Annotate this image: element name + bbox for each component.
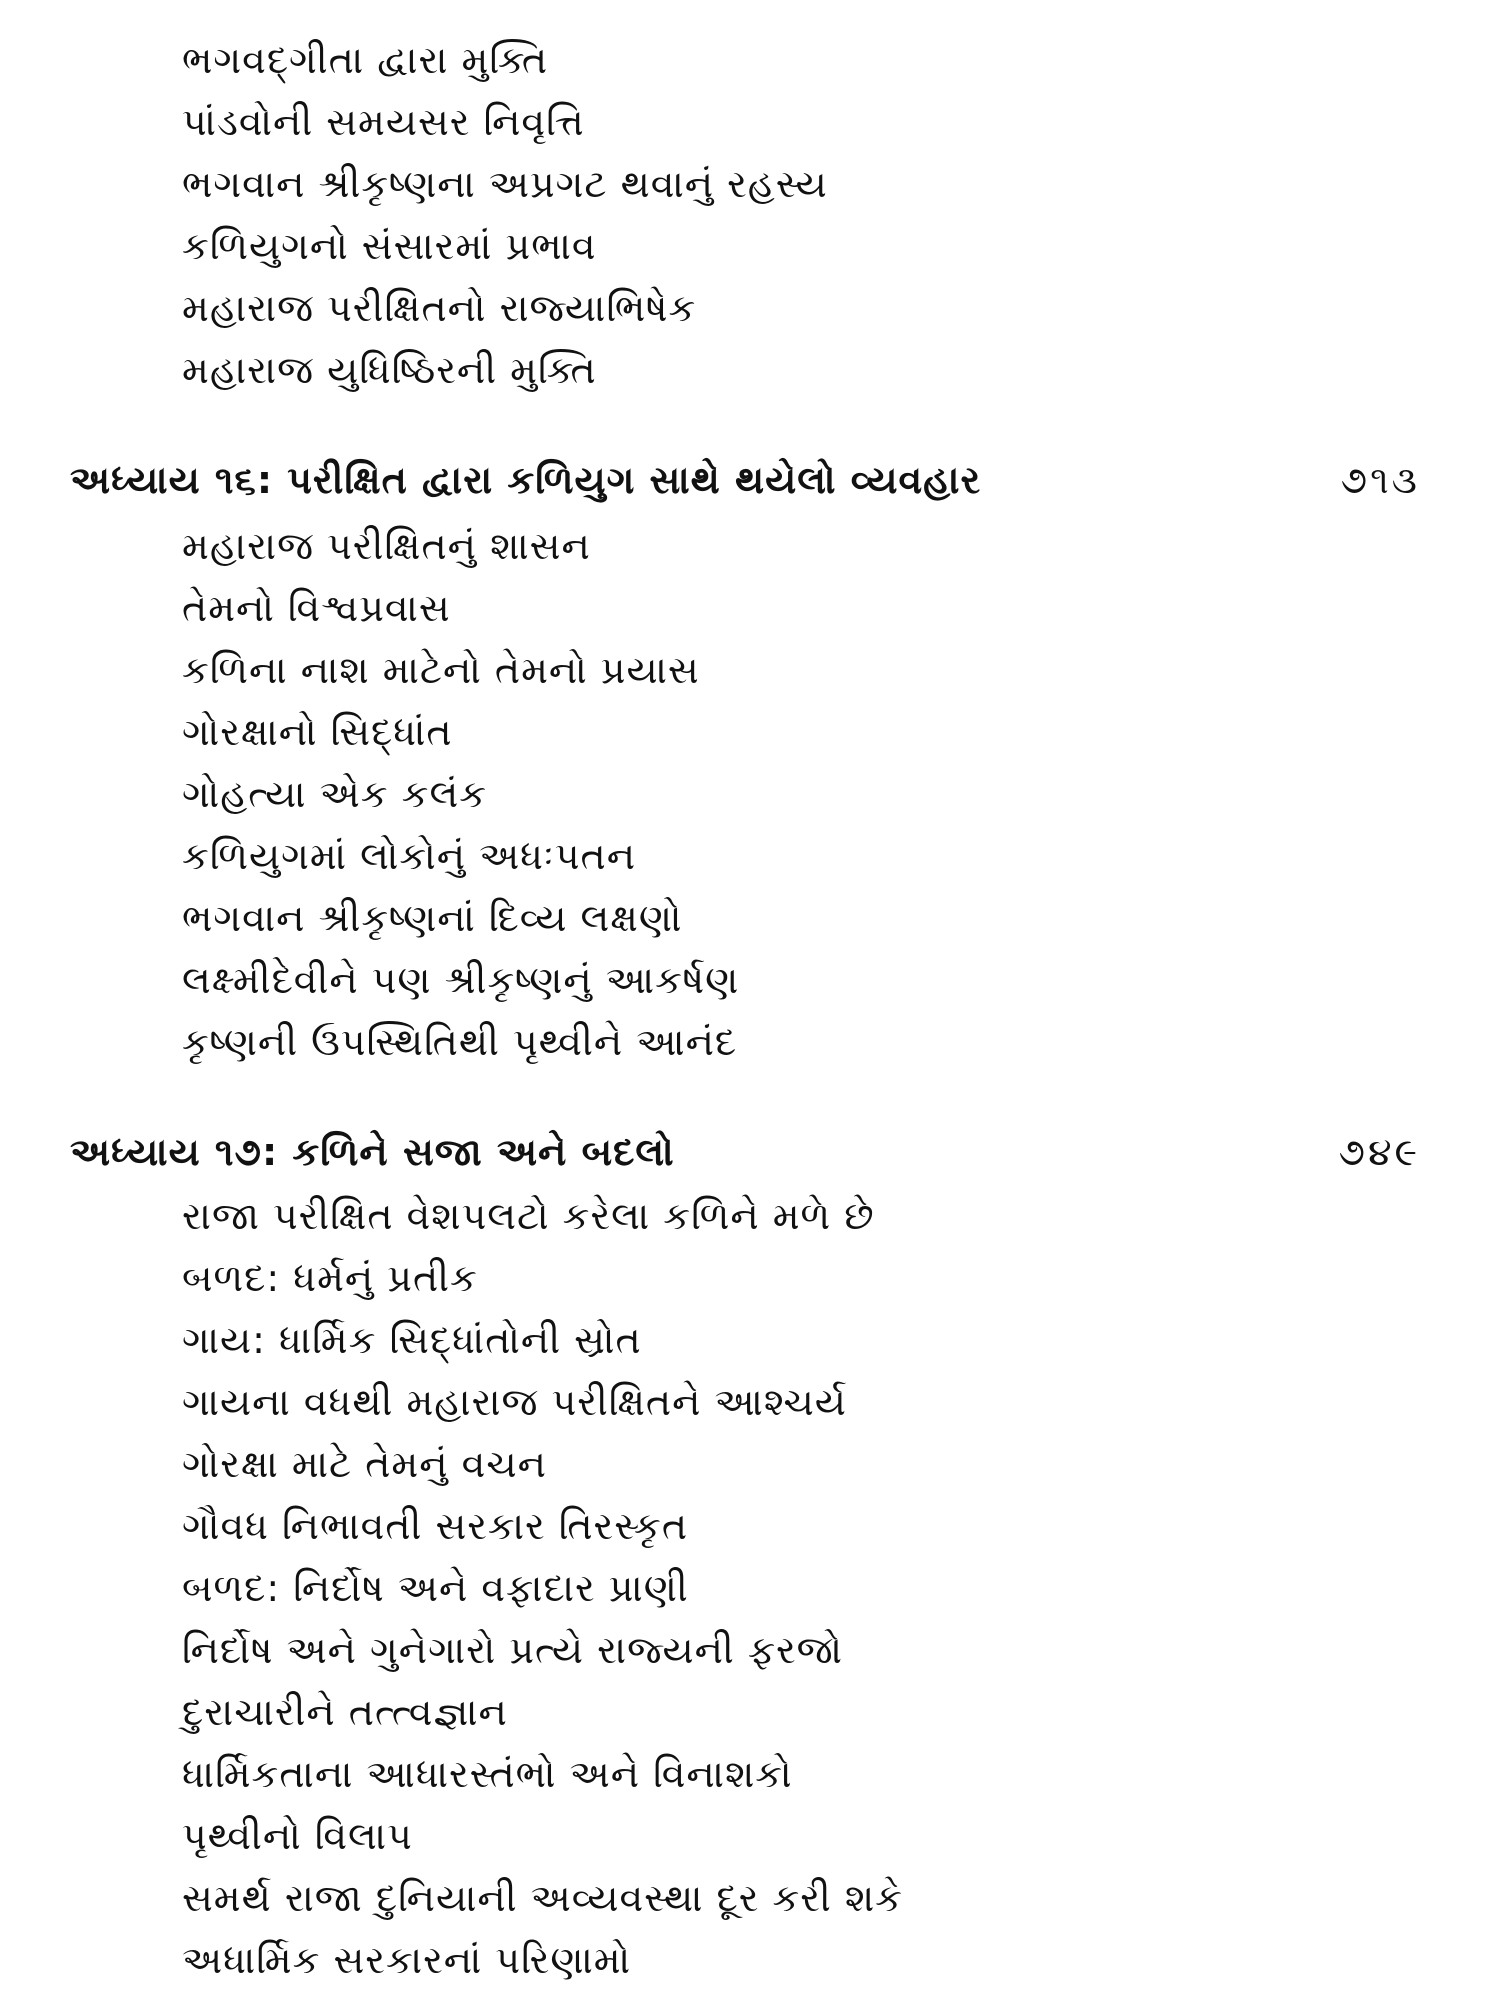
topic-item: લક્ષ્મીદેવીને પણ શ્રીકૃષ્ણનું આકર્ષણ — [182, 958, 740, 1002]
topic-item: કળિના નાશ માટેનો તેમનો પ્રયાસ — [182, 648, 700, 692]
topic-item: ભગવાન શ્રીકૃષ્ણના અપ્રગટ થવાનું રહસ્ય — [182, 162, 828, 206]
topic-item: અધાર્મિક સરકારનાં પરિણામો — [182, 1938, 632, 1982]
topic-item: કળિયુગમાં લોકોનું અધઃપતન — [182, 834, 637, 878]
topic-item: ગાયના વધથી મહારાજ પરીક્ષિતને આશ્ચર્ય — [182, 1380, 847, 1424]
topic-item: મહારાજ યુધિષ્ઠિરની મુક્તિ — [182, 348, 597, 392]
topic-item: પાંડવોની સમયસર નિવૃત્તિ — [182, 100, 585, 144]
topic-item: પૃથ્વીનો વિલાપ — [182, 1814, 413, 1858]
topic-item: મહારાજ પરીક્ષિતનું શાસન — [182, 524, 591, 568]
topic-item: રાજા પરીક્ષિત વેશપલટો કરેલા કળિને મળે છે — [182, 1194, 875, 1238]
topic-item: ગોરક્ષાનો સિદ્ધાંત — [182, 710, 453, 754]
topic-item: ભગવાન શ્રીકૃષ્ણનાં દિવ્ય લક્ષણો — [182, 896, 683, 940]
topic-item: નિર્દોષ અને ગુનેગારો પ્રત્યે રાજ્યની ફરજો — [182, 1628, 844, 1672]
topic-item: ગાય: ધાર્મિક સિદ્ધાંતોની સ્રોત — [182, 1318, 642, 1362]
topic-item: દુરાચારીને તત્ત્વજ્ઞાન — [182, 1690, 508, 1734]
chapter-page-number: ૭૪૯ — [1338, 1130, 1420, 1174]
topic-item: સમર્થ રાજા દુનિયાની અવ્યવસ્થા દૂર કરી શકે — [182, 1876, 904, 1920]
chapter-heading[interactable]: અધ્યાય ૧૬: પરીક્ષિત દ્વારા કળિયુગ સાથે થયેલો વ્યવહાર — [70, 458, 982, 502]
topic-item: કળિયુગનો સંસારમાં પ્રભાવ — [182, 224, 597, 268]
topic-item: ગોહત્યા એક કલંક — [182, 772, 488, 816]
topic-item: ગોરક્ષા માટે તેમનું વચન — [182, 1442, 547, 1486]
topic-item: ધાર્મિકતાના આધારસ્તંભો અને વિનાશકો — [182, 1752, 793, 1796]
topic-item: ભગવદ્ગીતા દ્વારા મુક્તિ — [182, 38, 549, 82]
topic-item: ગૌવધ નિભાવતી સરકાર તિરસ્કૃત — [182, 1504, 689, 1548]
topic-item: મહારાજ પરીક્ષિતનો રાજ્યાભિષેક — [182, 286, 697, 330]
topic-item: તેમનો વિશ્વપ્રવાસ — [182, 586, 451, 630]
topic-item: કૃષ્ણની ઉપસ્થિતિથી પૃથ્વીને આનંદ — [182, 1020, 738, 1064]
topic-item: બળદ: ધર્મનું પ્રતીક — [182, 1256, 478, 1300]
chapter-heading[interactable]: અધ્યાય ૧૭: કળિને સજા અને બદલો — [70, 1130, 675, 1174]
topic-item: બળદ: નિર્દોષ અને વફાદાર પ્રાણી — [182, 1566, 689, 1610]
chapter-page-number: ૭૧૩ — [1340, 458, 1420, 502]
